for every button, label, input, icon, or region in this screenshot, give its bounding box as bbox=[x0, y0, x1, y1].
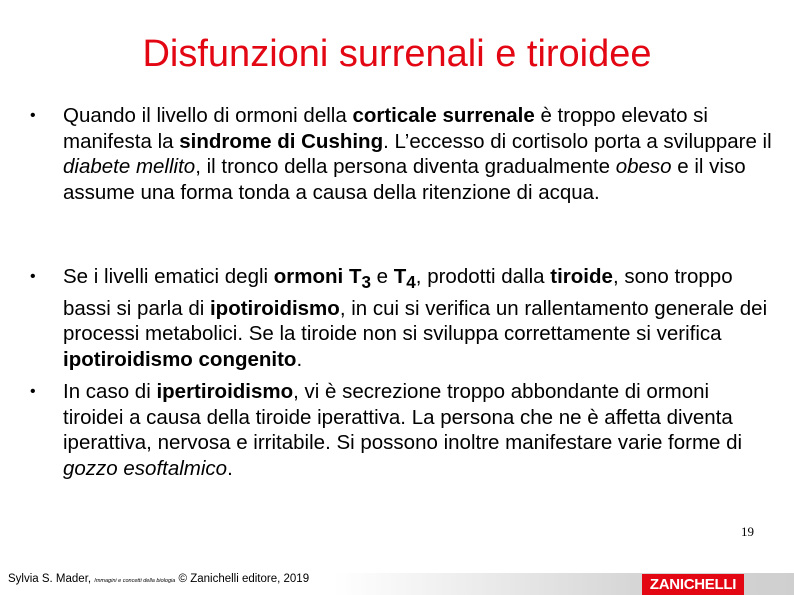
text-run: . bbox=[227, 456, 233, 480]
bullet-dot: • bbox=[30, 268, 36, 285]
text-run: e bbox=[370, 265, 394, 288]
bullet-ipotiroidismo bbox=[30, 264, 775, 372]
text-run: , vi è secrezione troppo abbondante di ormoni tiroidei a causa della tiroide iperattiva. La persona che ne è affetta diventa iperattiva, nervosa e irritabile. Si possono inoltre manifestare varie forme di bbox=[63, 380, 743, 454]
bold-term: ipotiroidismo congenito bbox=[63, 347, 297, 371]
bold-term: ipertiroidismo bbox=[156, 380, 294, 403]
bullet-ipertiroidismo bbox=[30, 379, 775, 481]
slide-title: Disfunzioni surrenali e tiroidee bbox=[142, 33, 652, 75]
zanichelli-logo: ZANICHELLI bbox=[642, 574, 744, 595]
page-number: 19 bbox=[741, 524, 754, 539]
text-run: Quando il livello di ormoni della bbox=[63, 104, 353, 127]
subscript: 3 bbox=[361, 273, 371, 293]
text-run: Se i livelli ematici degli bbox=[63, 265, 274, 288]
text-run: e il viso assume una forma tonda a causa della ritenzione di acqua. bbox=[63, 155, 746, 204]
text-run: , il tronco della persona diventa gradualmente bbox=[195, 155, 616, 178]
bullet-text bbox=[63, 264, 775, 372]
bold-term: tiroide bbox=[550, 265, 613, 288]
bold-term: corticale surrenale bbox=[352, 104, 535, 127]
bullet-dot: • bbox=[30, 383, 36, 400]
text-run: , in cui si verifica un rallentamento generale dei processi metabolici. Se la tiroide non si sviluppa correttamente si verifica bbox=[63, 296, 768, 346]
italic-term: gozzo esoftalmico bbox=[63, 456, 228, 480]
bold-term: ormoni T bbox=[273, 265, 362, 288]
bullet-text bbox=[63, 103, 775, 205]
bold-term: T bbox=[393, 265, 407, 288]
italic-term: obeso bbox=[615, 155, 672, 178]
bullet-text bbox=[63, 379, 775, 481]
footer-author: Sylvia S. Mader, bbox=[8, 573, 95, 585]
text-run: . L’eccesso di cortisolo porta a sviluppare il bbox=[383, 129, 772, 153]
text-run: , prodotti dalla bbox=[415, 265, 551, 288]
text-run: . bbox=[296, 347, 303, 371]
bullet-cushing bbox=[30, 103, 775, 205]
bullet-dot: • bbox=[30, 107, 36, 124]
footer-book-title: Immagini e concetti della biologia bbox=[94, 578, 176, 584]
text-run: In caso di bbox=[63, 380, 157, 403]
text-run: è troppo elevato si manifesta la bbox=[63, 104, 708, 153]
italic-term: diabete mellito bbox=[63, 155, 196, 178]
subscript: 4 bbox=[406, 273, 416, 293]
footer-credit bbox=[8, 571, 309, 589]
bold-term: sindrome di Cushing bbox=[179, 129, 384, 153]
footer-rights: © Zanichelli editore, 2019 bbox=[175, 573, 310, 585]
bold-term: ipotiroidismo bbox=[209, 296, 340, 320]
text-run: , sono troppo bassi si parla di bbox=[63, 265, 733, 320]
